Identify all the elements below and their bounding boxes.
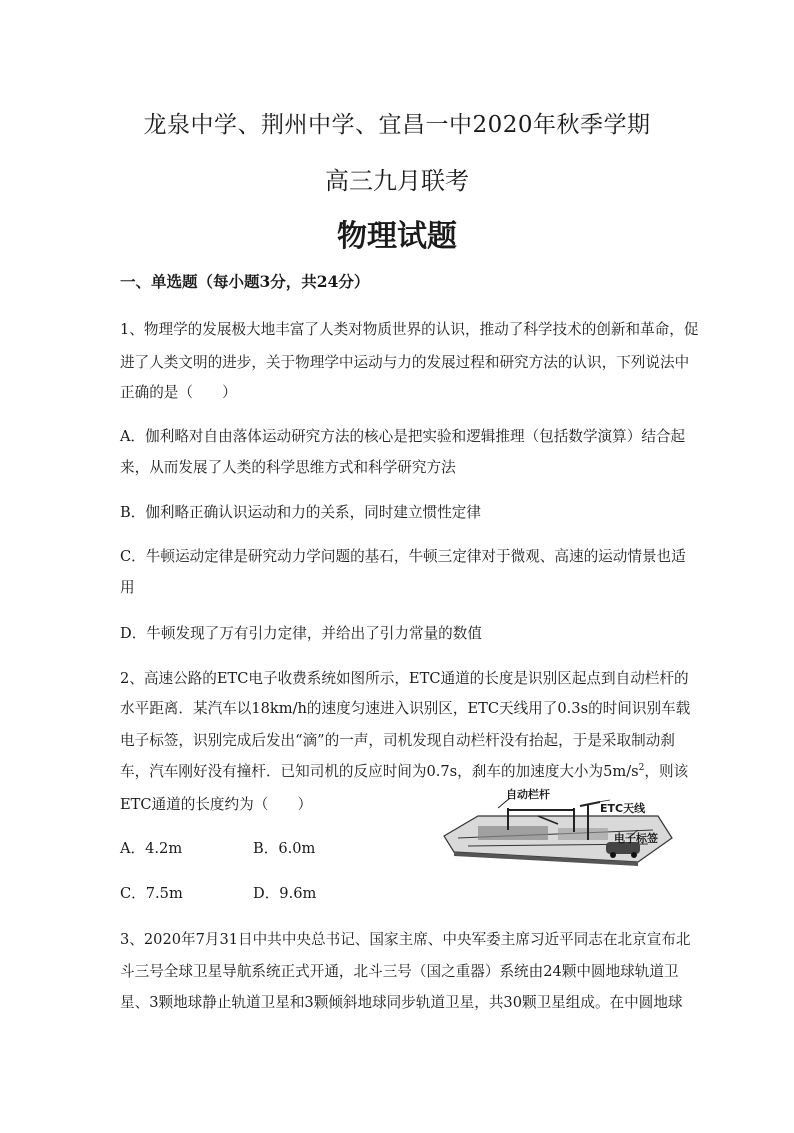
q2-option-a: A．4.2m xyxy=(120,840,183,857)
q2-stem-line-1: 2、高速公路的ETC电子收费系统如图所示，ETC通道的长度是识别区起点到自动栏杆的 xyxy=(120,670,689,687)
exam-school-title: 龙泉中学、荆州中学、宜昌一中2020年秋季学期 xyxy=(143,112,651,138)
q2-stem-line-4-tail: ，则该 xyxy=(644,763,689,780)
q1-option-a-line-2: 来，从而发展了人类的科学思维方式和科学研究方法 xyxy=(120,459,456,476)
q2-stem-line-3: 电子标签，识别完成后发出“滴”的一声，司机发现自动栏杆没有抬起，于是采取制动刹 xyxy=(120,732,675,749)
q1-stem-line-1: 1、物理学的发展极大地丰富了人类对物质世界的认识，推动了科学技术的创新和革命，促 xyxy=(120,321,699,338)
exam-subject-title: 物理试题 xyxy=(337,219,457,254)
q2-option-d: D．9.6m xyxy=(253,885,317,902)
q3-stem-line-1: 3、2020年7月31日中共中央总书记、国家主席、中央军委主席习近平同志在北京宣布北 xyxy=(120,931,691,948)
q1-option-c-line-1: C．牛顿运动定律是研究动力学问题的基石，牛顿三定律对于微观、高速的运动情景也适 xyxy=(120,548,686,565)
q2-stem-line-5: ETC通道的长度约为（ ） xyxy=(120,796,313,813)
section-heading: 一、单选题（每小题3分，共24分） xyxy=(120,272,370,291)
q2-option-b: B．6.0m xyxy=(253,840,316,857)
q3-stem-line-2: 斗三号全球卫星导航系统正式开通，北斗三号（国之重器）系统由24颗中圆地球轨道卫 xyxy=(120,963,679,980)
q2-stem-line-4 xyxy=(120,760,688,781)
q2-stem-line-4-text: 车，汽车刚好没有撞杆．已知司机的反应时间为0.7s，刹车的加速度大小为5m/s xyxy=(120,763,639,780)
figure-label-tag: 电子标签 xyxy=(614,832,658,845)
figure-label-gate: 自动栏杆 xyxy=(506,788,550,801)
q3-stem-line-3: 星、3颗地球静止轨道卫星和3颗倾斜地球同步轨道卫星，共30颗卫星组成。在中圆地球 xyxy=(120,994,683,1011)
figure-label-antenna: ETC天线 xyxy=(600,802,646,815)
q1-option-a-line-1: A．伽利略对自由落体运动研究方法的核心是把实验和逻辑推理（包括数学演算）结合起 xyxy=(120,428,686,445)
q1-stem-line-3: 正确的是（ ） xyxy=(120,384,237,401)
q1-stem-line-2: 进了人类文明的进步，关于物理学中运动与力的发展过程和研究方法的认识，下列说法中 xyxy=(120,354,690,371)
q2-stem-line-2: 水平距离．某汽车以18km/h的速度匀速进入识别区，ETC天线用了0.3s的时间识别车载 xyxy=(120,700,691,717)
q1-option-b: B．伽利略正确认识运动和力的关系，同时建立惯性定律 xyxy=(120,504,481,521)
q2-option-c: C．7.5m xyxy=(120,885,183,902)
q2-unit-superscript: 2 xyxy=(638,763,645,774)
q1-option-c-line-2: 用 xyxy=(120,579,135,596)
exam-subtitle: 高三九月联考 xyxy=(325,167,469,195)
etc-lane-drawing xyxy=(438,786,678,866)
q1-option-d: D．牛顿发现了万有引力定律，并给出了引力常量的数值 xyxy=(120,625,482,642)
etc-lane-figure xyxy=(438,786,678,866)
